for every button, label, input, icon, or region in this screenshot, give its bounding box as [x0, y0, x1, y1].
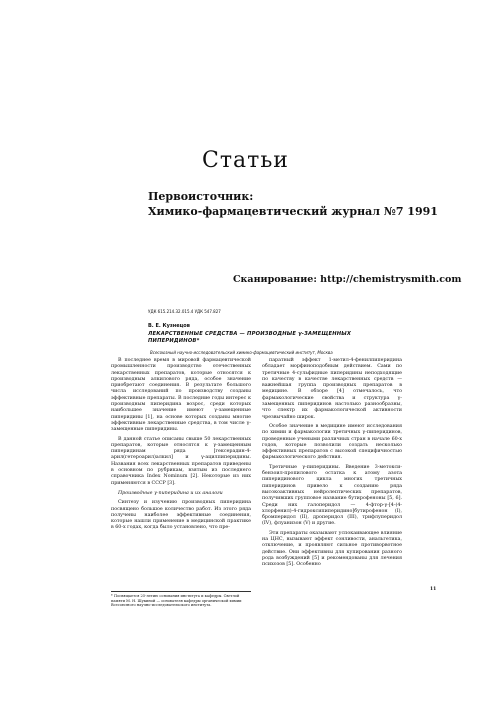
source-block	[148, 189, 478, 219]
paragraph: Эти препараты оказывают успокаивающее влияние на ЦНС, вызывают эффект сонливости, анальгетика, отключение, и проявляют сильное противорвотное действие. Они эффективны для купирования разного рода возбуждений [5] и рекомендованы для лечения психозов [5]. Особенно	[262, 530, 402, 568]
paragraph: Синтезу и изучению производных пиперидина посвящено большое количество работ. Из этого ряда получены наиболее эффективные соединения, которые нашли применение в медицинской практике в 60-х годах, когда было установлено, что пре-	[111, 500, 251, 531]
page-title: Статьи	[202, 148, 289, 173]
article-title: ЛЕКАРСТВЕННЫЕ СРЕДСТВА — ПРОИЗВОДНЫЕ γ-ЗАМЕЩЕННЫХ ПИПЕРИДИНОВ*	[148, 331, 352, 344]
page-number: 11	[430, 587, 437, 592]
paragraph: В последнее время в мировой фармацевтической промышленности производство отечественных лекарственных препаратов, которые относятся к производным алкилового ряда, особое значение приобретают соединения. В результате большого числа исследований по производству созданы эффективные препараты. В последние годы интерес к производным пиперидина возрос, среди которых наибольшее значение имеют γ-замещенные пиперидины [1], на основе которых созданы многие эффективные лекарственные средства, в том числе γ-замещенные пиперидины.	[111, 358, 251, 433]
paragraph: паратный эффект 1-метил-4-фенилпиперидина обладает морфиноподобным действием. Сами по третичные 4-сульфидные пиперидины неподходящие по качеству в качестве лекарственных средств — важнейшая группа производных препаратов в медицине. В обзоре [4] отмечалось, что фармакологические свойства и структура γ-замещенных пиперидинов настолько разнообразны, что спектр их фармакологической активности чрезвычайно широк.	[262, 358, 402, 420]
scan-note: Сканирование: http://chemistrysmith.com	[233, 274, 462, 285]
article-author: В. Е. Кузнецов	[148, 323, 190, 329]
footnote: * Посвящается 25-летию основания института и кафедры. Светлой памяти М. Н. Шукиной — основателя кафедры органической химии Всесоюзного научно-исследовательского института.	[111, 591, 251, 608]
right-column	[262, 358, 402, 572]
left-column	[111, 358, 251, 535]
udc-code: УДК 615.214.32.015.4 УДК 547.827	[148, 309, 221, 314]
article-institution: Всесоюзный научно-исследовательский химико-фармацевтический институт, Москва	[150, 350, 333, 355]
paragraph: Третичные γ-пиперидины. Введение 3-метокси-бензоил-пропилового остатка к атому азота пиперидинового цикла многих третичных пиперидинов привело к созданию ряда высокоактивных нейролептических препаратов, получивших групповое название бутирофеноны [5, 6]. Среди них галоперидол — 4-фтор-γ-[4-(4-хлорфенил)-4-гидроксипиперидино]бутирофенон (I), бромперидол (II), дроперидол (III), трифлуперидол (IV), флуанизон (V) и другие.	[262, 464, 402, 527]
paragraph: Особое значение в медицине имеют исследования по химии и фармакологии третичных γ-пиперидинов, проведенные учеными различных стран в начале 60-х годов, которые позволили создать несколько эффективных препаратов с высокой специфичностью фармакологического действия.	[262, 423, 402, 461]
paragraph: В данной статье описаны свыше 50 лекарственных препаратов, которые относятся к γ-замещенным пиперидинам ряда [гексерадин-4-арил(гетероарил)алкил] и γ-ацилпиперидины. Названия всех лекарственных препаратов приведены в основном по рубрикам, взятым из последнего справочника Index Nominum [2]. Некоторые из них применяются в СССР [3].	[111, 436, 251, 486]
source-label: Первоисточник:	[148, 190, 254, 203]
section-heading: Производные γ-пиперидина и их аналоги	[118, 490, 223, 496]
source-journal: Химико-фармацевтический журнал №7 1991	[148, 205, 438, 218]
